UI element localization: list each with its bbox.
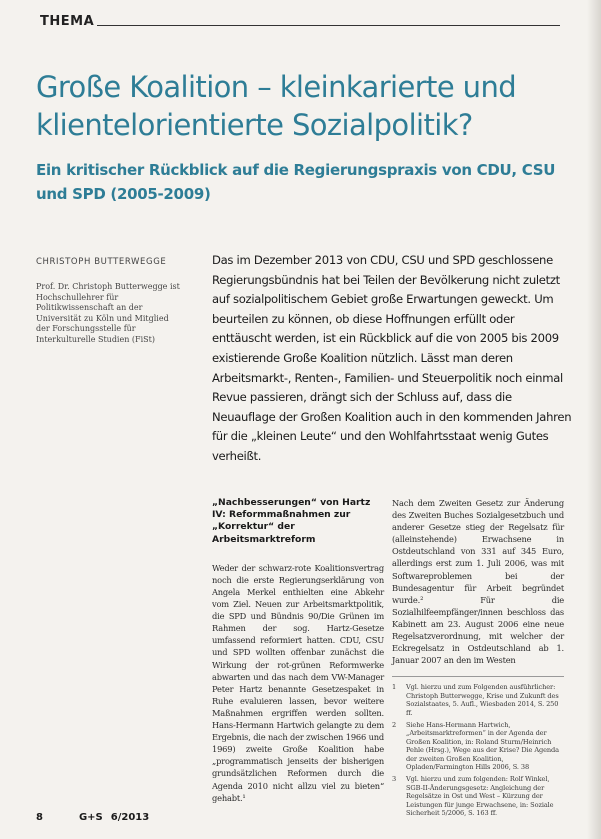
page-number: 8 — [36, 812, 43, 823]
page-spine-shadow — [587, 0, 601, 839]
footnote-number: 3 — [392, 775, 397, 784]
footnote-text: Vgl. hierzu und zum Folgenden ausführlicher: Christoph Butterwegge, Krise und Zukunft des Sozialstaates, 5. Aufl., Wiesbaden 2014, S. 250 ff. — [406, 683, 559, 717]
footnote-number: 2 — [392, 720, 397, 729]
section-subheading: „Nachbesserungen“ von Hartz IV: Reformmaßnahmen zur „Korrektur“ der Arbeitsmarktreform — [212, 497, 371, 545]
page-footer — [36, 812, 149, 823]
body-paragraph-left: Weder der schwarz-rote Koalitionsvertrag noch die erste Regierungserklärung von Angela Merkel enthielten eine Abkehr vom Ziel. Neuen zur Arbeitsmarktpolitik, die SPD und Bündnis 90/Die Grünen im Rahmen der sog. Hartz-Gesetze umfassend reformiert hatten. CDU, CSU und SPD wollten offenbar zunächst die Wirkung der rot-grünen Reformwerke abwarten und das nach dem VW-Manager Peter Hartz benannte Gesetzespaket in Ruhe evaluieren lassen, bevor weitere Maßnahmen ergriffen werden sollten. Hans-Hermann Hartwich gelangte zu dem Ergebnis, die nach der zwischen 1966 und 1969) zweite Große Koalition habe „programmatisch jenseits der bisherigen grundsätzlichen Reformen durch die Agenda 2010 nicht allzu viel zu bieten“ gehabt.¹ — [212, 562, 384, 803]
section-rule — [97, 25, 560, 26]
author-name: CHRISTOPH BUTTERWEGGE — [36, 257, 167, 267]
footnote-text: Vgl. hierzu und zum folgenden: Rolf Winkel, SGB-II-Änderungsgesetz: Angleichung der Regelsätze in Ost und West – Kürzung der Leistungen für junge Erwachsene, in: Soziale Sicherheit 5/2006, S. 163 ff. — [406, 775, 554, 817]
footnote — [392, 775, 564, 817]
section-header — [40, 14, 560, 29]
issue-number: 6/2013 — [110, 812, 150, 823]
section-label: THEMA — [40, 14, 95, 29]
footnote — [392, 721, 564, 771]
body-column-right — [392, 497, 564, 821]
lead-paragraph: Das im Dezember 2013 von CDU, CSU und SPD geschlossene Regierungsbündnis hat bei Teilen der Bevölkerung nicht zuletzt auf sozialpolitischem Gebiet große Erwartungen geweckt. Um beurteilen zu können, ob diese Hoffnungen erfüllt oder enttäuscht werden, ist ein Rückblick auf die von 2005 bis 2009 existierende Große Koalition nützlich. Lässt man deren Arbeitsmarkt-, Renten-, Familien- und Steuerpolitik noch einmal Revue passieren, drängt sich der Schluss auf, dass die Neuauflage der Großen Koalition auch in den kommenden Jahren für die „kleinen Leute“ und den Wohlfahrtsstaat wenig Gutes verheißt. — [212, 253, 572, 463]
footnote — [392, 683, 564, 717]
footnotes — [392, 676, 564, 817]
body-paragraph-right: Nach dem Zweiten Gesetz zur Änderung des Zweiten Buches Sozialgesetzbuch und anderer Gesetze stieg der Regelsatz für (alleinstehende) Erwachsene in Ostdeutschland von 331 auf 345 Euro, allerdings erst zum 1. Juli 2006, was mit Softwareproblemen bei der Bundesagentur für Arbeit begründet wurde.² Für die Sozialhilfeempfänger/innen beschloss das Kabinett am 23. August 2006 eine neue Regelsatzverordnung, mit welcher der Eckregelsatz in Ostdeutschland ab 1. Januar 2007 an den im Westen — [392, 498, 564, 666]
body-column-left — [212, 497, 384, 804]
journal-name: G+S — [78, 812, 103, 823]
article-subtitle: Ein kritischer Rückblick auf die Regierungspraxis von CDU, CSU und SPD (2005-2009) — [36, 161, 556, 203]
author-bio: Prof. Dr. Christoph Butterwegge ist Hochschullehrer für Politikwissenschaft an der Universität zu Köln und Mitglied der Forschungsstelle für Interkulturelle Studien (FiSt) — [36, 282, 180, 344]
footnote-text: Siehe Hans-Hermann Hartwich, „Arbeitsmarktreformen“ in der Agenda der Großen Koalition, in: Roland Sturm/Heinrich Pehle (Hrsg.), Wege aus der Krise? Die Agenda der zweiten Großen Koalition, Opladen/Farmington Hills 2006, S. 38 — [406, 720, 560, 771]
footnote-number: 1 — [392, 683, 397, 692]
article-title: Große Koalition – kleinkarierte und klientelorientierte Sozialpolitik? — [36, 70, 517, 142]
